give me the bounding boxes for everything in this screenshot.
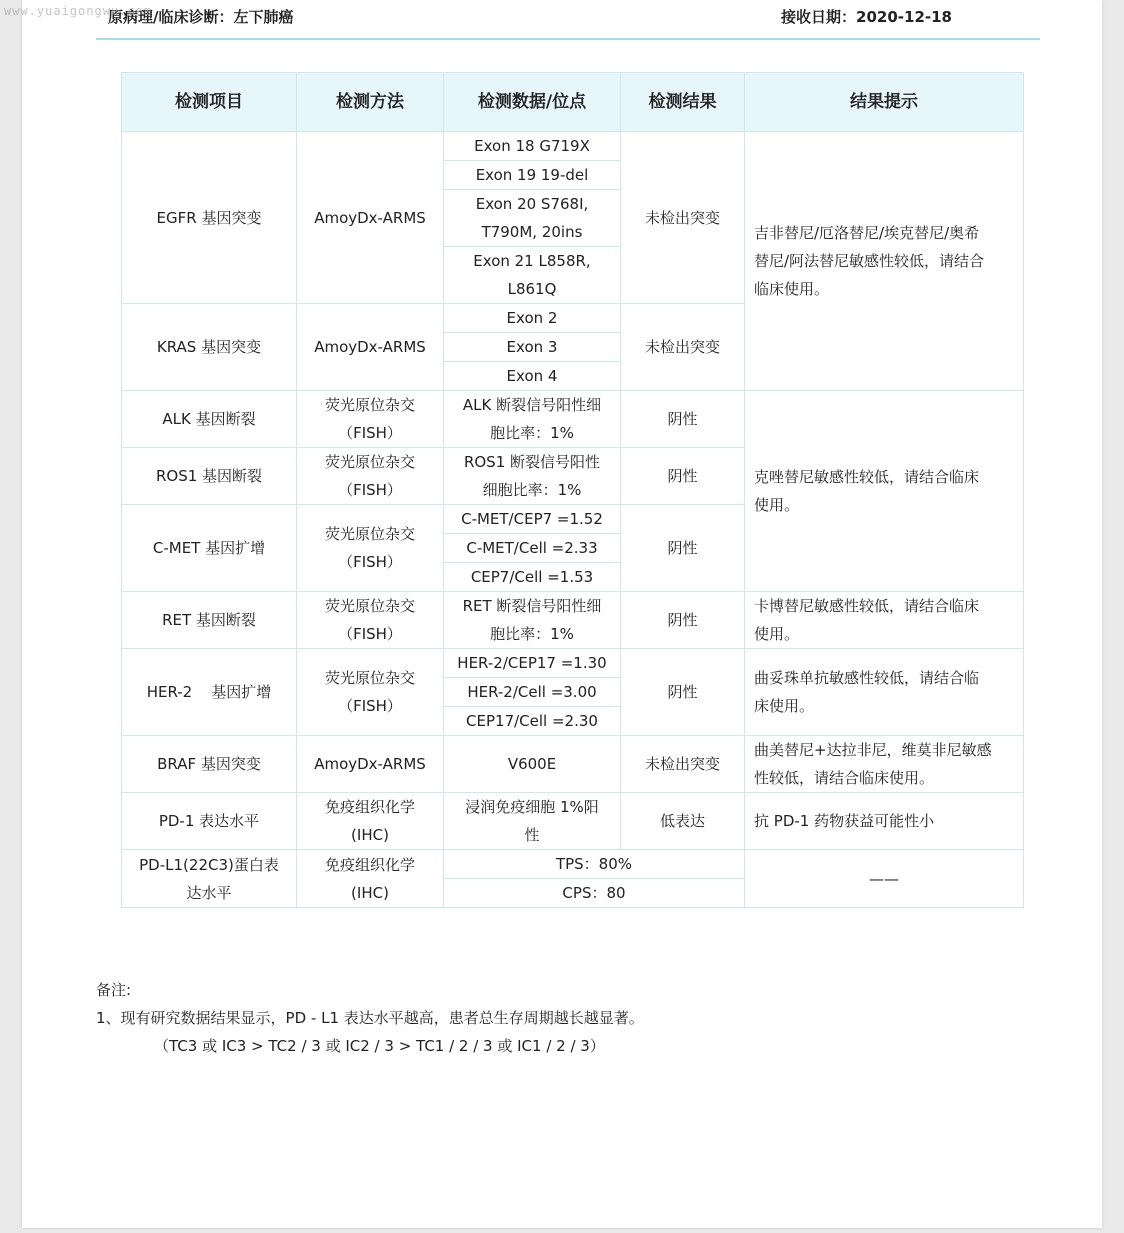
header-result: 检测结果	[621, 73, 745, 132]
data-cmet-cep7: C-MET/CEP7 =1.52	[444, 505, 621, 534]
data-alk: ALK 断裂信号阳性细 胞比率：1%	[444, 391, 621, 448]
table-row	[122, 132, 1024, 161]
data-ros1: ROS1 断裂信号阳性 细胞比率：1%	[444, 448, 621, 505]
result-braf: 未检出突变	[621, 736, 745, 793]
result-ret: 阴性	[621, 592, 745, 649]
header-method: 检测方法	[297, 73, 444, 132]
notes-title: 备注:	[96, 981, 132, 999]
data-ret: RET 断裂信号阳性细 胞比率：1%	[444, 592, 621, 649]
result-pd1: 低表达	[621, 793, 745, 850]
advice-pd1: 抗 PD-1 药物获益可能性小	[745, 793, 1024, 850]
report-header	[96, 0, 1040, 40]
notes-line-2: （TC3 或 IC3 > TC2 / 3 或 IC2 / 3 > TC1 / 2 / 3 或 IC1 / 2 / 3）	[154, 1037, 605, 1055]
advice-her2: 曲妥珠单抗敏感性较低，请结合临 床使用。	[745, 649, 1024, 736]
advice-line: 临床使用。	[754, 280, 830, 298]
item-egfr: EGFR 基因突变	[122, 132, 297, 304]
site-egfr-exon21: Exon 21 L858R, L861Q	[444, 247, 621, 304]
table-header-row	[122, 73, 1024, 132]
advice-ret: 卡博替尼敏感性较低，请结合临床 使用。	[745, 592, 1024, 649]
method-ros1: 荧光原位杂交 （FISH）	[297, 448, 444, 505]
result-egfr: 未检出突变	[621, 132, 745, 304]
watermark: www.yuaigongwu.com	[4, 4, 153, 18]
table-row	[122, 793, 1024, 850]
site-egfr-exon18: Exon 18 G719X	[444, 132, 621, 161]
notes	[96, 976, 644, 1060]
site-kras-exon3: Exon 3	[444, 333, 621, 362]
method-pdl1: 免疫组织化学 (IHC)	[297, 850, 444, 908]
method-kras: AmoyDx-ARMS	[297, 304, 444, 391]
method-cmet: 荧光原位杂交 （FISH）	[297, 505, 444, 592]
received-value: 2020-12-18	[856, 8, 952, 26]
diagnosis-label: 原病理/临床诊断：	[108, 8, 234, 26]
item-pd1: PD-1 表达水平	[122, 793, 297, 850]
advice-egfr-kras	[745, 132, 1024, 391]
result-her2: 阴性	[621, 649, 745, 736]
received-date	[781, 6, 952, 27]
result-ros1: 阴性	[621, 448, 745, 505]
item-cmet: C-MET 基因扩增	[122, 505, 297, 592]
table-row	[122, 649, 1024, 678]
table-row	[122, 592, 1024, 649]
data-her2-cep17: HER-2/CEP17 =1.30	[444, 649, 621, 678]
item-pdl1: PD-L1(22C3)蛋白表 达水平	[122, 850, 297, 908]
item-kras: KRAS 基因突变	[122, 304, 297, 391]
data-cmet-cell: C-MET/Cell =2.33	[444, 534, 621, 563]
method-alk: 荧光原位杂交 （FISH）	[297, 391, 444, 448]
result-alk: 阴性	[621, 391, 745, 448]
site-egfr-exon20: Exon 20 S768I, T790M, 20ins	[444, 190, 621, 247]
report-page	[22, 0, 1102, 1228]
advice-line: 克唑替尼敏感性较低，请结合临床	[754, 468, 980, 486]
method-egfr: AmoyDx-ARMS	[297, 132, 444, 304]
item-ret: RET 基因断裂	[122, 592, 297, 649]
table-row	[122, 850, 1024, 879]
results-table	[121, 72, 1024, 908]
header-advice: 结果提示	[745, 73, 1024, 132]
diagnosis-value: 左下肺癌	[233, 8, 294, 26]
advice-pdl1: ——	[745, 850, 1024, 908]
data-pd1: 浸润免疫细胞 1%阳 性	[444, 793, 621, 850]
site-kras-exon4: Exon 4	[444, 362, 621, 391]
result-cmet: 阴性	[621, 505, 745, 592]
header-item: 检测项目	[122, 73, 297, 132]
advice-line: 使用。	[754, 496, 800, 514]
data-pdl1-cps: CPS：80	[444, 879, 745, 908]
data-braf: V600E	[444, 736, 621, 793]
result-kras: 未检出突变	[621, 304, 745, 391]
item-alk: ALK 基因断裂	[122, 391, 297, 448]
method-ret: 荧光原位杂交 （FISH）	[297, 592, 444, 649]
site-kras-exon2: Exon 2	[444, 304, 621, 333]
method-her2: 荧光原位杂交 （FISH）	[297, 649, 444, 736]
advice-line: 替尼/阿法替尼敏感性较低，请结合	[754, 252, 985, 270]
item-ros1: ROS1 基因断裂	[122, 448, 297, 505]
data-cep7-cell: CEP7/Cell =1.53	[444, 563, 621, 592]
item-her2: HER-2 基因扩增	[122, 649, 297, 736]
method-pd1: 免疫组织化学 (IHC)	[297, 793, 444, 850]
data-pdl1-tps: TPS：80%	[444, 850, 745, 879]
data-cep17-cell: CEP17/Cell =2.30	[444, 707, 621, 736]
item-braf: BRAF 基因突变	[122, 736, 297, 793]
received-label: 接收日期：	[781, 8, 857, 26]
table-row	[122, 736, 1024, 793]
advice-braf: 曲美替尼+达拉非尼，维莫非尼敏感 性较低，请结合临床使用。	[745, 736, 1024, 793]
advice-line: 吉非替尼/厄洛替尼/埃克替尼/奥希	[754, 224, 980, 242]
header-data: 检测数据/位点	[444, 73, 621, 132]
notes-line-1: 1、现有研究数据结果显示，PD - L1 表达水平越高，患者总生存周期越长越显著。	[96, 1009, 644, 1027]
site-egfr-exon19: Exon 19 19-del	[444, 161, 621, 190]
data-her2-cell: HER-2/Cell =3.00	[444, 678, 621, 707]
method-braf: AmoyDx-ARMS	[297, 736, 444, 793]
advice-alk-ros-met	[745, 391, 1024, 592]
table-row	[122, 391, 1024, 448]
